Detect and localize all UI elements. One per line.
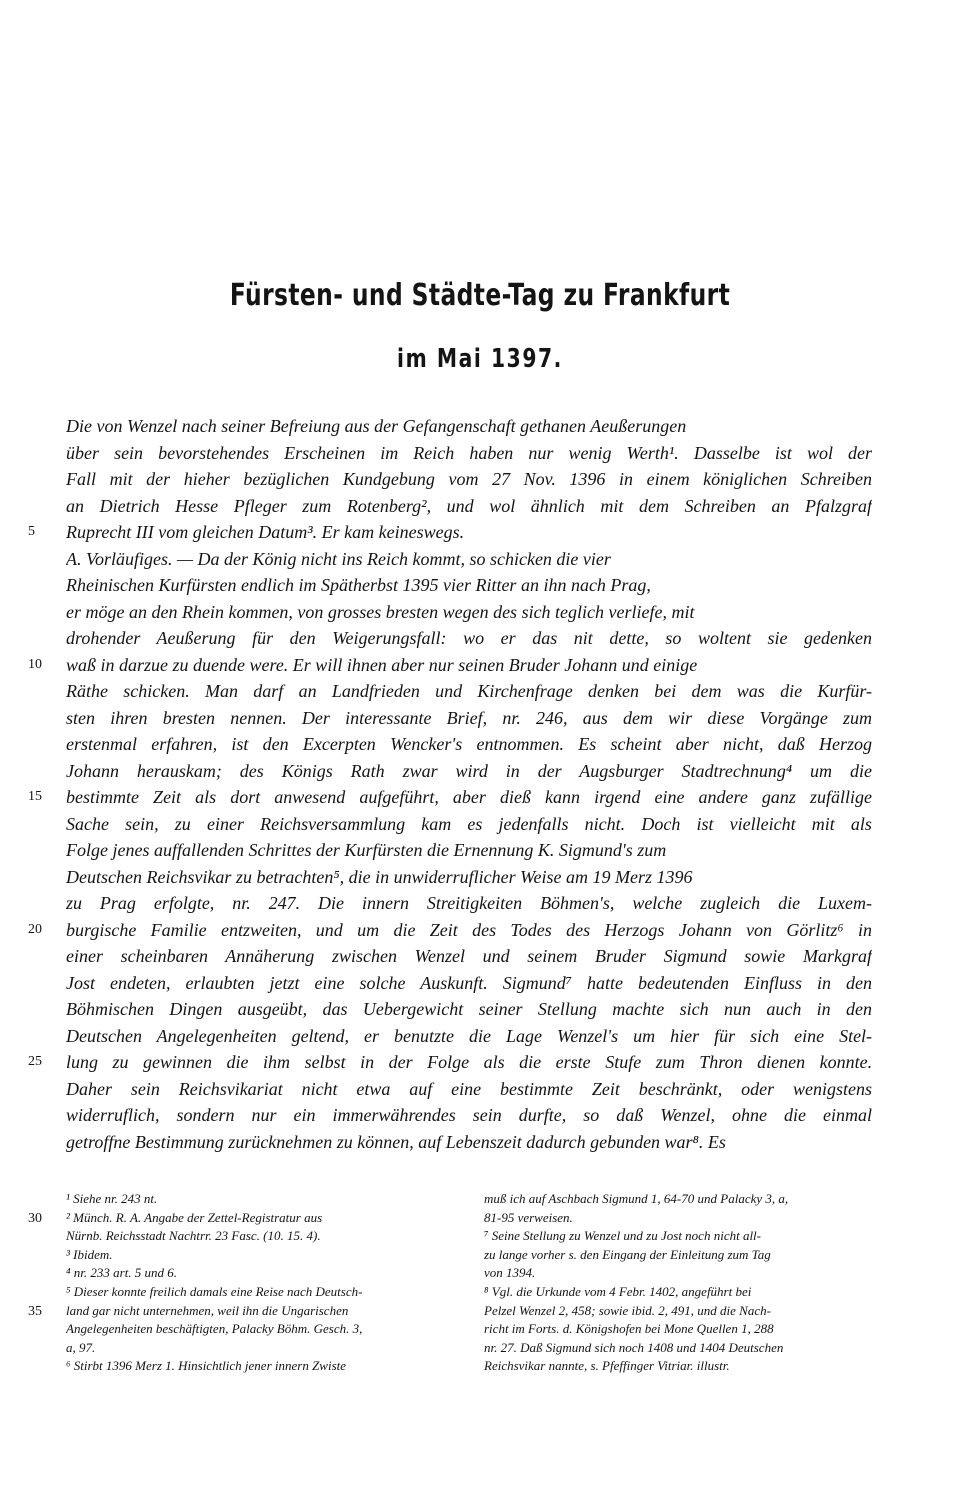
footnote-line (484, 1302, 876, 1321)
footnote-line (484, 1339, 876, 1358)
footnotes-right-column (484, 1190, 876, 1376)
line-text: ⁶ Stirbt 1396 Merz 1. Hinsichtlich jener innern Zwiste (66, 1358, 347, 1374)
line-text: ¹ Siehe nr. 243 nt. (66, 1191, 158, 1206)
line-text: Böhmischen Dingen ausgeübt, das Uebergewicht seiner Stellung machte sich nun auch in den (66, 999, 872, 1019)
line-number: 30 (28, 1210, 42, 1226)
body-line (66, 1076, 872, 1103)
body-line (66, 440, 872, 467)
footnote-line (484, 1209, 876, 1228)
line-text: ⁷ Seine Stellung zu Wenzel und zu Jost noch nicht all- (484, 1228, 761, 1244)
footnote-line (66, 1320, 458, 1339)
line-text: Jost endeten, erlaubten jetzt eine solche Auskunft. Sigmund⁷ hatte bedeutenden Einfluss in den (66, 972, 872, 993)
body-line (66, 1102, 872, 1129)
line-text: lung zu gewinnen die ihm selbst in der Folge als die erste Stufe zum Thron dienen konnte. (66, 1052, 872, 1072)
line-text: ⁸ Vgl. die Urkunde vom 4 Febr. 1402, angeführt bei (484, 1283, 752, 1299)
line-text: muß ich auf Aschbach Sigmund 1, 64-70 und Palacky 3, a, (484, 1191, 789, 1206)
line-text: richt im Forts. d. Königshofen bei Mone Quellen 1, 288 (484, 1321, 774, 1337)
line-text: ³ Ibidem. (66, 1246, 113, 1262)
line-text: land gar nicht unternehmen, weil ihn die Ungarischen (66, 1302, 349, 1318)
body-line (66, 493, 872, 520)
line-text: Fall mit der hieher bezüglichen Kundgebung vom 27 Nov. 1396 in einem königlichen Schreiben (66, 469, 872, 489)
line-text: von 1394. (484, 1265, 536, 1281)
line-text: Deutschen Reichsvikar zu betrachten⁵, die in unwiderruflicher Weise am 19 Merz 1396 (66, 866, 693, 887)
footnote-line (484, 1264, 876, 1283)
line-number: 25 (28, 1054, 42, 1069)
footnote-line (484, 1283, 876, 1302)
line-text: Räthe schicken. Man darf an Landfrieden und Kirchenfrage denken bei dem was die Kurfür- (66, 681, 872, 701)
line-text: drohender Aeußerung für den Weigerungsfall: wo er das nit dette, so woltent sie gedenken (66, 628, 872, 648)
body-line (66, 1129, 872, 1156)
body-line (66, 678, 872, 705)
line-text: Deutschen Angelegenheiten geltend, er benutzte die Lage Wenzel's um hier für sich eine Stel- (66, 1025, 872, 1046)
line-text: A. Vorläufiges. — Da der König nicht ins Reich kommt, so schicken die vier (66, 548, 611, 569)
body-line (66, 519, 872, 546)
page-subtitle: im Mai 1397. (397, 344, 563, 374)
body-line (66, 970, 872, 997)
line-text: Ruprecht III vom gleichen Datum³. Er kam keineswegs. (66, 522, 465, 542)
line-text: Sache sein, zu einer Reichsversammlung kam es jedenfalls nicht. Doch ist vielleicht mit als (66, 813, 872, 834)
line-text: getroffne Bestimmung zurücknehmen zu können, auf Lebenszeit dadurch gebunden war⁸. Es (66, 1131, 726, 1152)
line-text: Pelzel Wenzel 2, 458; sowie ibid. 2, 491, und die Nach- (484, 1302, 771, 1318)
body-line (66, 546, 872, 573)
body-line (66, 731, 872, 758)
line-text: an Dietrich Hesse Pfleger zum Rotenberg², und wol ähnlich mit dem Schreiben an Pfalzgraf (66, 495, 872, 516)
footnote-line (66, 1190, 458, 1209)
line-text: Rheinischen Kurfürsten endlich im Spätherbst 1395 vier Ritter an ihn nach Prag, (66, 575, 651, 595)
footnote-line (66, 1227, 458, 1246)
line-text: bestimmte Zeit als dort anwesend aufgeführt, aber dieß kann irgend eine andere ganz zufällige (66, 787, 872, 807)
line-text: Nürnb. Reichsstadt Nachtrr. 23 Fasc. (10. 15. 4). (66, 1228, 321, 1244)
body-line (66, 784, 872, 811)
line-text: waß in darzue zu duende were. Er will ihnen aber nur seinen Bruder Johann und einige (66, 654, 698, 675)
footnote-line (66, 1283, 458, 1302)
line-text: widerruflich, sondern nur ein immerwährendes sein durfte, so daß Wenzel, ohne die einmal (66, 1105, 872, 1125)
footnote-line (484, 1190, 876, 1209)
line-text: zu Prag erfolgte, nr. 247. Die innern Streitigkeiten Böhmen's, welche zugleich die Luxem- (66, 893, 872, 913)
line-text: sten ihren bresten nennen. Der interessante Brief, nr. 246, aus dem wir diese Vorgänge zum (66, 707, 872, 728)
line-text: Reichsvikar nannte, s. Pfeffinger Vitriar. illustr. (484, 1358, 730, 1374)
body-line (66, 572, 872, 599)
body-line (66, 864, 872, 891)
body-line (66, 705, 872, 732)
line-text: Johann herauskam; des Königs Rath zwar wird in der Augsburger Stadtrechnung⁴ um die (66, 760, 872, 781)
line-text: über sein bevorstehendes Erscheinen im Reich haben nur wenig Werth¹. Dasselbe ist wol der (66, 442, 872, 463)
body-line (66, 837, 872, 864)
line-text: Die von Wenzel nach seiner Befreiung aus der Gefangenschaft gethanen Aeußerungen (66, 416, 687, 436)
line-text: ² Münch. R. A. Angabe der Zettel-Registratur aus (66, 1209, 323, 1225)
line-text: einer scheinbaren Annäherung zwischen Wenzel und seinem Bruder Sigmund sowie Markgraf (66, 946, 872, 966)
footnote-line (66, 1264, 458, 1283)
line-text: zu lange vorher s. den Eingang der Einleitung zum Tag (484, 1246, 771, 1262)
body-line (66, 811, 872, 838)
line-text: ⁵ Dieser konnte freilich damals eine Reise nach Deutsch- (66, 1283, 363, 1299)
body-line (66, 917, 872, 944)
footnote-line (66, 1209, 458, 1228)
body-text (66, 413, 872, 1155)
footnote-line (484, 1246, 876, 1265)
line-text: Angelegenheiten beschäftigten, Palacky Böhm. Gesch. 3, (66, 1321, 363, 1337)
line-text: 81-95 verweisen. (484, 1209, 573, 1225)
line-text: er möge an den Rhein kommen, von grosses bresten wegen des sich teglich verliefe, mit (66, 601, 695, 622)
body-line (66, 599, 872, 626)
body-line (66, 466, 872, 493)
line-text: erstenmal erfahren, ist den Excerpten Wencker's entnommen. Es scheint aber nicht, daß Herzog (66, 734, 872, 754)
line-text: Daher sein Reichsvikariat nicht etwa auf eine bestimmte Zeit beschränkt, oder wenigstens (66, 1078, 872, 1099)
footnote-line (484, 1227, 876, 1246)
line-text: a, 97. (66, 1339, 96, 1355)
footnotes-left-column (66, 1190, 458, 1376)
line-number: 5 (28, 524, 35, 539)
line-number: 10 (28, 656, 42, 672)
body-line (66, 758, 872, 785)
line-number: 20 (28, 921, 42, 937)
footnote-line (66, 1302, 458, 1321)
line-text: burgische Familie entzweiten, und um die Zeit des Todes des Herzogs Johann von Görlitz⁶ in (66, 919, 872, 940)
body-line (66, 996, 872, 1023)
body-line (66, 413, 872, 440)
line-number: 35 (28, 1303, 42, 1319)
body-line (66, 1023, 872, 1050)
footnote-line (484, 1357, 876, 1376)
line-text: ⁴ nr. 233 art. 5 und 6. (66, 1265, 178, 1281)
body-line (66, 1049, 872, 1076)
body-line (66, 652, 872, 679)
line-text: Folge jenes auffallenden Schrittes der Kurfürsten die Ernennung K. Sigmund's zum (66, 840, 667, 860)
line-number: 15 (28, 789, 42, 804)
line-text: nr. 27. Daß Sigmund sich noch 1408 und 1404 Deutschen (484, 1339, 784, 1355)
body-line (66, 943, 872, 970)
body-line (66, 890, 872, 917)
page-title: Fürsten- und Städte-Tag zu Frankfurt (229, 278, 731, 313)
footnote-line (484, 1320, 876, 1339)
body-line (66, 625, 872, 652)
footnote-line (66, 1246, 458, 1265)
footnote-line (66, 1339, 458, 1358)
footnote-line (66, 1357, 458, 1376)
